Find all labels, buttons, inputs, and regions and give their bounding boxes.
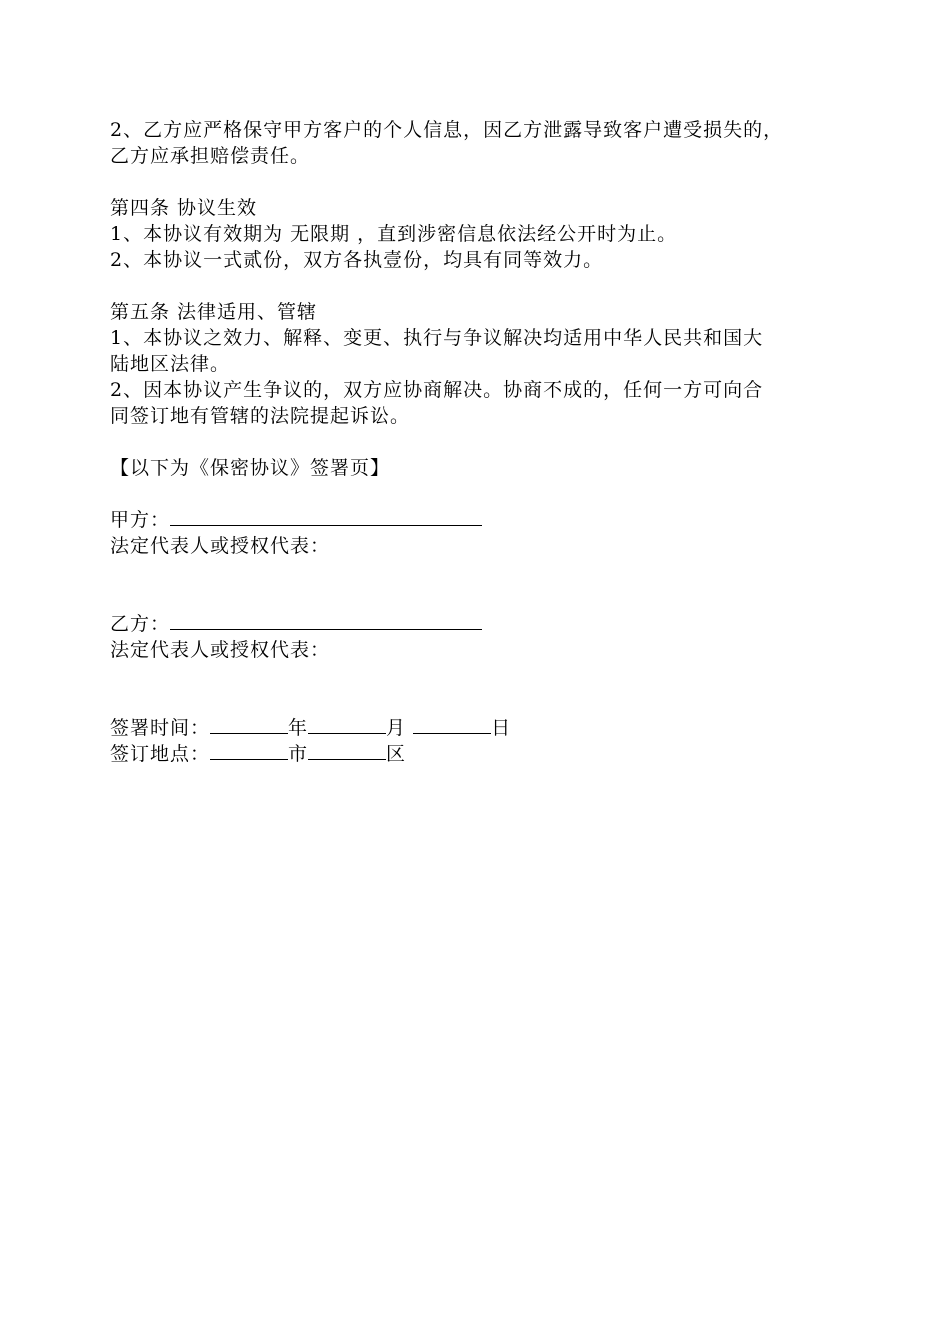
party-a-representative: 法定代表人或授权代表： bbox=[110, 535, 331, 557]
paragraph-gap bbox=[110, 169, 850, 195]
paragraph-gap bbox=[110, 429, 850, 455]
document-page bbox=[110, 117, 850, 767]
article4-heading: 第四条 协议生效 bbox=[110, 197, 258, 219]
paragraph-gap bbox=[110, 273, 850, 299]
party-b-label: 乙方： bbox=[110, 613, 171, 635]
signing-date-line bbox=[110, 715, 850, 741]
party-a-name-field bbox=[170, 507, 482, 526]
article5-item1-line2: 陆地区法律。 bbox=[110, 353, 231, 375]
month-label: 月 bbox=[386, 717, 407, 739]
party-b-name-field bbox=[170, 611, 482, 630]
signature-gap bbox=[110, 559, 850, 611]
city-label: 市 bbox=[288, 743, 309, 765]
day-field bbox=[413, 715, 491, 734]
article3-item2-line2: 乙方应承担赔偿责任。 bbox=[110, 145, 311, 167]
district-label: 区 bbox=[386, 743, 407, 765]
article4-item2: 2、本协议一式贰份，双方各执壹份，均具有同等效力。 bbox=[110, 249, 604, 271]
article5-item2-line1: 2、因本协议产生争议的，双方应协商解决。协商不成的，任何一方可向合 bbox=[110, 379, 764, 401]
signing-place-line bbox=[110, 741, 850, 767]
party-b-line bbox=[110, 611, 850, 637]
city-field bbox=[210, 741, 288, 760]
party-a-line bbox=[110, 507, 850, 533]
district-field bbox=[308, 741, 386, 760]
signature-page-note: 【以下为《保密协议》签署页】 bbox=[110, 457, 391, 479]
article5-item2-line2: 同签订地有管辖的法院提起诉讼。 bbox=[110, 405, 411, 427]
article5-item1-line1: 1、本协议之效力、解释、变更、执行与争议解决均适用中华人民共和国大 bbox=[110, 327, 764, 349]
signature-gap bbox=[110, 663, 850, 715]
year-label: 年 bbox=[288, 717, 309, 739]
party-b-representative: 法定代表人或授权代表： bbox=[110, 639, 331, 661]
year-field bbox=[210, 715, 288, 734]
article4-item1: 1、本协议有效期为 无限期 ，直到涉密信息依法经公开时为止。 bbox=[110, 223, 678, 245]
signing-place-label: 签订地点： bbox=[110, 743, 211, 765]
signing-date-label: 签署时间： bbox=[110, 717, 211, 739]
paragraph-gap bbox=[110, 481, 850, 507]
party-a-label: 甲方： bbox=[110, 509, 171, 531]
month-field bbox=[308, 715, 386, 734]
day-label: 日 bbox=[491, 717, 512, 739]
article3-item2-line1: 2、乙方应严格保守甲方客户的个人信息，因乙方泄露导致客户遭受损失的， bbox=[110, 119, 784, 141]
article5-heading: 第五条 法律适用、管辖 bbox=[110, 301, 318, 323]
